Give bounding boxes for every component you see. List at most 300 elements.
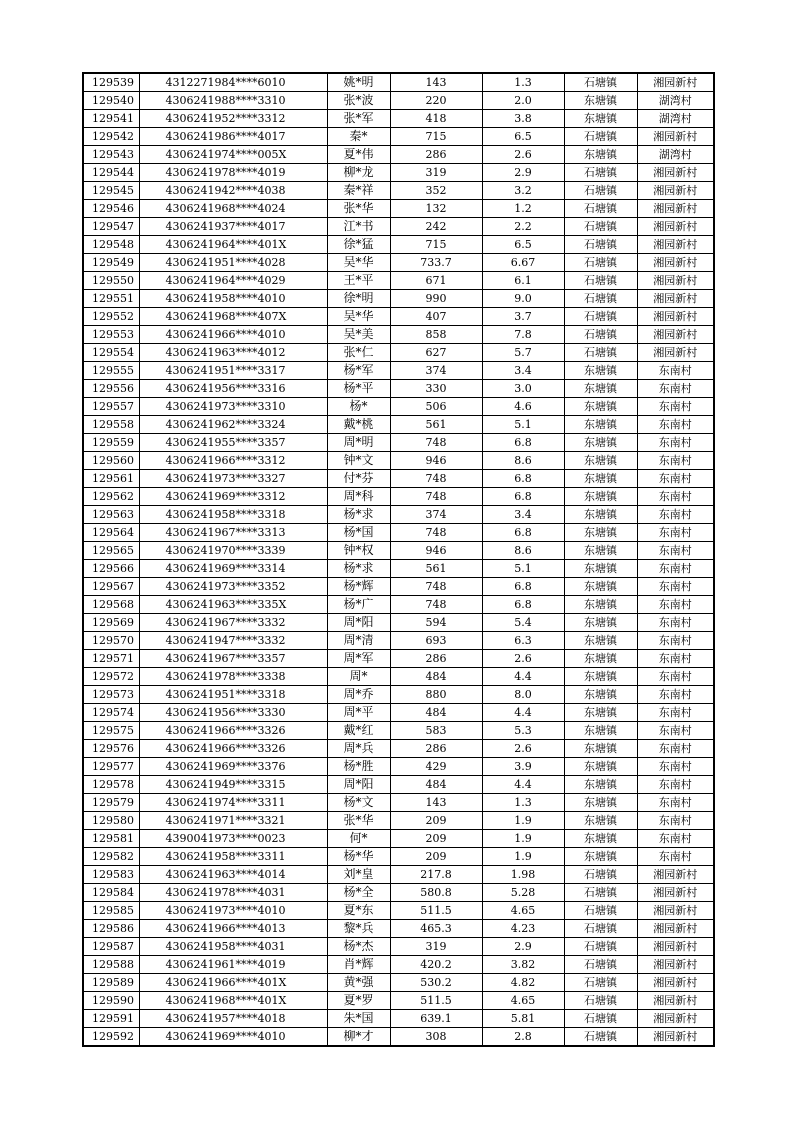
- village-cell: 湘园新村: [637, 902, 714, 920]
- table-row: [83, 73, 714, 92]
- town-cell: 东塘镇: [564, 542, 637, 560]
- record-id-cell: 129558: [83, 416, 139, 434]
- table-row: [83, 1010, 714, 1028]
- village-cell: 东南村: [637, 740, 714, 758]
- village-cell: 东南村: [637, 812, 714, 830]
- amount-cell: 748: [390, 524, 482, 542]
- person-name-cell: 周*阳: [327, 614, 390, 632]
- village-cell: 东南村: [637, 380, 714, 398]
- village-cell: 东南村: [637, 722, 714, 740]
- area-cell: 3.9: [482, 758, 564, 776]
- town-cell: 石塘镇: [564, 73, 637, 92]
- id-card-number-cell: 4306241961****4019: [139, 956, 327, 974]
- id-card-number-cell: 4306241958****3318: [139, 506, 327, 524]
- town-cell: 东塘镇: [564, 686, 637, 704]
- village-cell: 湘园新村: [637, 128, 714, 146]
- id-card-number-cell: 4306241957****4018: [139, 1010, 327, 1028]
- id-card-number-cell: 4306241966****3326: [139, 722, 327, 740]
- town-cell: 东塘镇: [564, 758, 637, 776]
- id-card-number-cell: 4306241986****4017: [139, 128, 327, 146]
- town-cell: 东塘镇: [564, 146, 637, 164]
- town-cell: 石塘镇: [564, 218, 637, 236]
- amount-cell: 220: [390, 92, 482, 110]
- amount-cell: 748: [390, 488, 482, 506]
- id-card-number-cell: 4306241951****4028: [139, 254, 327, 272]
- village-cell: 湘园新村: [637, 182, 714, 200]
- town-cell: 东塘镇: [564, 578, 637, 596]
- amount-cell: 286: [390, 650, 482, 668]
- id-card-number-cell: 4306241966****4013: [139, 920, 327, 938]
- area-cell: 5.81: [482, 1010, 564, 1028]
- town-cell: 石塘镇: [564, 326, 637, 344]
- area-cell: 3.0: [482, 380, 564, 398]
- area-cell: 4.82: [482, 974, 564, 992]
- table-row: [83, 956, 714, 974]
- table-row: [83, 686, 714, 704]
- amount-cell: 217.8: [390, 866, 482, 884]
- amount-cell: 748: [390, 434, 482, 452]
- record-id-cell: 129585: [83, 902, 139, 920]
- table-row: [83, 740, 714, 758]
- id-card-number-cell: 4306241963****335X: [139, 596, 327, 614]
- village-cell: 湘园新村: [637, 1028, 714, 1047]
- amount-cell: 374: [390, 506, 482, 524]
- amount-cell: 511.5: [390, 992, 482, 1010]
- area-cell: 6.8: [482, 524, 564, 542]
- amount-cell: 627: [390, 344, 482, 362]
- id-card-number-cell: 4390041973****0023: [139, 830, 327, 848]
- id-card-number-cell: 4306241951****3318: [139, 686, 327, 704]
- area-cell: 3.82: [482, 956, 564, 974]
- amount-cell: 319: [390, 938, 482, 956]
- village-cell: 湘园新村: [637, 920, 714, 938]
- area-cell: 8.0: [482, 686, 564, 704]
- record-id-cell: 129550: [83, 272, 139, 290]
- record-id-cell: 129589: [83, 974, 139, 992]
- amount-cell: 748: [390, 470, 482, 488]
- person-name-cell: 黄*强: [327, 974, 390, 992]
- amount-cell: 561: [390, 416, 482, 434]
- town-cell: 石塘镇: [564, 308, 637, 326]
- town-cell: 东塘镇: [564, 596, 637, 614]
- amount-cell: 990: [390, 290, 482, 308]
- town-cell: 东塘镇: [564, 632, 637, 650]
- id-card-number-cell: 4306241937****4017: [139, 218, 327, 236]
- amount-cell: 530.2: [390, 974, 482, 992]
- table-row: [83, 866, 714, 884]
- record-id-cell: 129566: [83, 560, 139, 578]
- table-row: [83, 92, 714, 110]
- record-id-cell: 129580: [83, 812, 139, 830]
- table-row: [83, 650, 714, 668]
- village-cell: 湘园新村: [637, 73, 714, 92]
- table-row: [83, 434, 714, 452]
- table-body: [83, 73, 714, 1046]
- person-name-cell: 戴*红: [327, 722, 390, 740]
- village-cell: 东南村: [637, 794, 714, 812]
- town-cell: 东塘镇: [564, 452, 637, 470]
- amount-cell: 880: [390, 686, 482, 704]
- town-cell: 石塘镇: [564, 344, 637, 362]
- table-row: [83, 974, 714, 992]
- amount-cell: 580.8: [390, 884, 482, 902]
- town-cell: 东塘镇: [564, 524, 637, 542]
- town-cell: 石塘镇: [564, 920, 637, 938]
- village-cell: 东南村: [637, 686, 714, 704]
- id-card-number-cell: 4306241974****3311: [139, 794, 327, 812]
- person-name-cell: 刘*皇: [327, 866, 390, 884]
- town-cell: 东塘镇: [564, 848, 637, 866]
- town-cell: 石塘镇: [564, 1028, 637, 1047]
- record-id-cell: 129568: [83, 596, 139, 614]
- table-row: [83, 344, 714, 362]
- person-name-cell: 吴*华: [327, 308, 390, 326]
- person-name-cell: 杨*求: [327, 506, 390, 524]
- table-row: [83, 632, 714, 650]
- id-card-number-cell: 4306241969****3376: [139, 758, 327, 776]
- record-id-cell: 129547: [83, 218, 139, 236]
- person-name-cell: 戴*桃: [327, 416, 390, 434]
- person-name-cell: 张*华: [327, 812, 390, 830]
- village-cell: 东南村: [637, 434, 714, 452]
- village-cell: 东南村: [637, 596, 714, 614]
- id-card-number-cell: 4306241966****3312: [139, 452, 327, 470]
- id-card-number-cell: 4306241947****3332: [139, 632, 327, 650]
- amount-cell: 946: [390, 452, 482, 470]
- record-id-cell: 129576: [83, 740, 139, 758]
- person-name-cell: 王*平: [327, 272, 390, 290]
- record-id-cell: 129540: [83, 92, 139, 110]
- table-row: [83, 416, 714, 434]
- id-card-number-cell: 4306241966****401X: [139, 974, 327, 992]
- area-cell: 4.4: [482, 704, 564, 722]
- town-cell: 东塘镇: [564, 560, 637, 578]
- village-cell: 湘园新村: [637, 974, 714, 992]
- area-cell: 6.3: [482, 632, 564, 650]
- village-cell: 东南村: [637, 416, 714, 434]
- area-cell: 3.2: [482, 182, 564, 200]
- area-cell: 4.65: [482, 992, 564, 1010]
- area-cell: 2.6: [482, 146, 564, 164]
- person-name-cell: 朱*国: [327, 1010, 390, 1028]
- record-id-cell: 129554: [83, 344, 139, 362]
- village-cell: 湘园新村: [637, 200, 714, 218]
- person-name-cell: 徐*明: [327, 290, 390, 308]
- area-cell: 4.4: [482, 668, 564, 686]
- amount-cell: 484: [390, 704, 482, 722]
- area-cell: 2.9: [482, 164, 564, 182]
- person-name-cell: 夏*伟: [327, 146, 390, 164]
- record-id-cell: 129562: [83, 488, 139, 506]
- amount-cell: 209: [390, 812, 482, 830]
- village-cell: 湘园新村: [637, 272, 714, 290]
- town-cell: 东塘镇: [564, 812, 637, 830]
- village-cell: 东南村: [637, 524, 714, 542]
- area-cell: 6.8: [482, 470, 564, 488]
- person-name-cell: 杨*求: [327, 560, 390, 578]
- village-cell: 湘园新村: [637, 866, 714, 884]
- table-row: [83, 848, 714, 866]
- person-name-cell: 杨*国: [327, 524, 390, 542]
- person-name-cell: 姚*明: [327, 73, 390, 92]
- amount-cell: 286: [390, 740, 482, 758]
- person-name-cell: 黎*兵: [327, 920, 390, 938]
- id-card-number-cell: 4306241966****3326: [139, 740, 327, 758]
- table-row: [83, 470, 714, 488]
- record-id-cell: 129541: [83, 110, 139, 128]
- area-cell: 5.1: [482, 416, 564, 434]
- record-id-cell: 129559: [83, 434, 139, 452]
- amount-cell: 484: [390, 668, 482, 686]
- town-cell: 东塘镇: [564, 398, 637, 416]
- person-name-cell: 周*阳: [327, 776, 390, 794]
- id-card-number-cell: 4306241974****005X: [139, 146, 327, 164]
- person-name-cell: 徐*猛: [327, 236, 390, 254]
- town-cell: 东塘镇: [564, 416, 637, 434]
- amount-cell: 209: [390, 848, 482, 866]
- area-cell: 1.2: [482, 200, 564, 218]
- village-cell: 湘园新村: [637, 884, 714, 902]
- table-row: [83, 902, 714, 920]
- area-cell: 5.1: [482, 560, 564, 578]
- village-cell: 湘园新村: [637, 254, 714, 272]
- record-id-cell: 129552: [83, 308, 139, 326]
- town-cell: 东塘镇: [564, 362, 637, 380]
- town-cell: 东塘镇: [564, 434, 637, 452]
- table-row: [83, 110, 714, 128]
- village-cell: 东南村: [637, 776, 714, 794]
- area-cell: 4.4: [482, 776, 564, 794]
- amount-cell: 484: [390, 776, 482, 794]
- record-id-cell: 129569: [83, 614, 139, 632]
- id-card-number-cell: 4306241958****4010: [139, 290, 327, 308]
- person-name-cell: 何*: [327, 830, 390, 848]
- record-id-cell: 129539: [83, 73, 139, 92]
- village-cell: 东南村: [637, 488, 714, 506]
- person-name-cell: 钟*文: [327, 452, 390, 470]
- area-cell: 1.3: [482, 73, 564, 92]
- table-row: [83, 218, 714, 236]
- town-cell: 石塘镇: [564, 938, 637, 956]
- village-cell: 东南村: [637, 668, 714, 686]
- record-id-cell: 129560: [83, 452, 139, 470]
- amount-cell: 420.2: [390, 956, 482, 974]
- amount-cell: 583: [390, 722, 482, 740]
- area-cell: 2.8: [482, 1028, 564, 1047]
- id-card-number-cell: 4306241951****3317: [139, 362, 327, 380]
- town-cell: 石塘镇: [564, 1010, 637, 1028]
- area-cell: 4.6: [482, 398, 564, 416]
- person-name-cell: 肖*辉: [327, 956, 390, 974]
- table-row: [83, 704, 714, 722]
- amount-cell: 594: [390, 614, 482, 632]
- table-row: [83, 164, 714, 182]
- record-id-cell: 129570: [83, 632, 139, 650]
- town-cell: 东塘镇: [564, 92, 637, 110]
- person-name-cell: 杨*胜: [327, 758, 390, 776]
- table-row: [83, 308, 714, 326]
- record-id-cell: 129546: [83, 200, 139, 218]
- town-cell: 东塘镇: [564, 776, 637, 794]
- amount-cell: 286: [390, 146, 482, 164]
- amount-cell: 715: [390, 236, 482, 254]
- person-name-cell: 周*军: [327, 650, 390, 668]
- record-id-cell: 129553: [83, 326, 139, 344]
- person-name-cell: 江*书: [327, 218, 390, 236]
- record-id-cell: 129572: [83, 668, 139, 686]
- person-name-cell: 周*兵: [327, 740, 390, 758]
- town-cell: 东塘镇: [564, 740, 637, 758]
- town-cell: 东塘镇: [564, 380, 637, 398]
- record-id-cell: 129556: [83, 380, 139, 398]
- area-cell: 4.23: [482, 920, 564, 938]
- village-cell: 东南村: [637, 650, 714, 668]
- id-card-number-cell: 4306241966****4010: [139, 326, 327, 344]
- id-card-number-cell: 4306241969****3314: [139, 560, 327, 578]
- record-id-cell: 129561: [83, 470, 139, 488]
- record-id-cell: 129565: [83, 542, 139, 560]
- area-cell: 2.9: [482, 938, 564, 956]
- record-id-cell: 129575: [83, 722, 139, 740]
- area-cell: 4.65: [482, 902, 564, 920]
- table-row: [83, 722, 714, 740]
- person-name-cell: 杨*文: [327, 794, 390, 812]
- area-cell: 6.67: [482, 254, 564, 272]
- person-name-cell: 周*明: [327, 434, 390, 452]
- id-card-number-cell: 4306241971****3321: [139, 812, 327, 830]
- id-card-number-cell: 4306241973****3327: [139, 470, 327, 488]
- amount-cell: 506: [390, 398, 482, 416]
- table-row: [83, 776, 714, 794]
- table-row: [83, 812, 714, 830]
- id-card-number-cell: 4306241978****4031: [139, 884, 327, 902]
- area-cell: 6.5: [482, 236, 564, 254]
- table-row: [83, 830, 714, 848]
- record-id-cell: 129579: [83, 794, 139, 812]
- area-cell: 7.8: [482, 326, 564, 344]
- village-cell: 东南村: [637, 830, 714, 848]
- person-name-cell: 张*军: [327, 110, 390, 128]
- amount-cell: 748: [390, 578, 482, 596]
- amount-cell: 209: [390, 830, 482, 848]
- village-cell: 东南村: [637, 398, 714, 416]
- table-row: [83, 920, 714, 938]
- person-name-cell: 周*: [327, 668, 390, 686]
- amount-cell: 748: [390, 596, 482, 614]
- table-row: [83, 398, 714, 416]
- area-cell: 2.6: [482, 650, 564, 668]
- area-cell: 1.9: [482, 848, 564, 866]
- area-cell: 6.1: [482, 272, 564, 290]
- record-id-cell: 129567: [83, 578, 139, 596]
- record-id-cell: 129578: [83, 776, 139, 794]
- area-cell: 6.8: [482, 596, 564, 614]
- id-card-number-cell: 4306241967****3313: [139, 524, 327, 542]
- amount-cell: 418: [390, 110, 482, 128]
- town-cell: 石塘镇: [564, 272, 637, 290]
- amount-cell: 733.7: [390, 254, 482, 272]
- table-row: [83, 614, 714, 632]
- person-name-cell: 柳*龙: [327, 164, 390, 182]
- id-card-number-cell: 4306241968****407X: [139, 308, 327, 326]
- amount-cell: 374: [390, 362, 482, 380]
- town-cell: 石塘镇: [564, 254, 637, 272]
- table-row: [83, 758, 714, 776]
- record-id-cell: 129587: [83, 938, 139, 956]
- person-name-cell: 秦*祥: [327, 182, 390, 200]
- village-cell: 东南村: [637, 848, 714, 866]
- table-row: [83, 524, 714, 542]
- area-cell: 3.4: [482, 362, 564, 380]
- town-cell: 东塘镇: [564, 470, 637, 488]
- person-name-cell: 杨*军: [327, 362, 390, 380]
- village-cell: 东南村: [637, 704, 714, 722]
- amount-cell: 715: [390, 128, 482, 146]
- town-cell: 石塘镇: [564, 128, 637, 146]
- record-id-cell: 129590: [83, 992, 139, 1010]
- person-name-cell: 周*科: [327, 488, 390, 506]
- village-cell: 东南村: [637, 578, 714, 596]
- amount-cell: 858: [390, 326, 482, 344]
- area-cell: 2.2: [482, 218, 564, 236]
- id-card-number-cell: 4306241955****3357: [139, 434, 327, 452]
- person-name-cell: 杨*平: [327, 380, 390, 398]
- table-row: [83, 794, 714, 812]
- amount-cell: 639.1: [390, 1010, 482, 1028]
- amount-cell: 143: [390, 73, 482, 92]
- table-row: [83, 542, 714, 560]
- amount-cell: 308: [390, 1028, 482, 1047]
- person-name-cell: 钟*权: [327, 542, 390, 560]
- table-row: [83, 488, 714, 506]
- id-card-number-cell: 4306241952****3312: [139, 110, 327, 128]
- town-cell: 石塘镇: [564, 182, 637, 200]
- record-id-cell: 129548: [83, 236, 139, 254]
- amount-cell: 671: [390, 272, 482, 290]
- town-cell: 石塘镇: [564, 992, 637, 1010]
- area-cell: 5.28: [482, 884, 564, 902]
- record-id-cell: 129583: [83, 866, 139, 884]
- town-cell: 石塘镇: [564, 902, 637, 920]
- area-cell: 9.0: [482, 290, 564, 308]
- table-row: [83, 182, 714, 200]
- village-cell: 湘园新村: [637, 308, 714, 326]
- village-cell: 湘园新村: [637, 326, 714, 344]
- area-cell: 8.6: [482, 452, 564, 470]
- person-name-cell: 杨*华: [327, 848, 390, 866]
- town-cell: 石塘镇: [564, 290, 637, 308]
- town-cell: 东塘镇: [564, 506, 637, 524]
- person-name-cell: 周*乔: [327, 686, 390, 704]
- table-row: [83, 146, 714, 164]
- village-cell: 东南村: [637, 614, 714, 632]
- village-cell: 东南村: [637, 632, 714, 650]
- id-card-number-cell: 4306241958****4031: [139, 938, 327, 956]
- id-card-number-cell: 4306241973****3310: [139, 398, 327, 416]
- person-name-cell: 张*仁: [327, 344, 390, 362]
- village-cell: 湘园新村: [637, 218, 714, 236]
- table-row: [83, 236, 714, 254]
- amount-cell: 242: [390, 218, 482, 236]
- id-card-number-cell: 4306241942****4038: [139, 182, 327, 200]
- id-card-number-cell: 4306241970****3339: [139, 542, 327, 560]
- town-cell: 石塘镇: [564, 956, 637, 974]
- village-cell: 湘园新村: [637, 290, 714, 308]
- record-id-cell: 129555: [83, 362, 139, 380]
- person-name-cell: 夏*罗: [327, 992, 390, 1010]
- person-name-cell: 夏*东: [327, 902, 390, 920]
- table-row: [83, 326, 714, 344]
